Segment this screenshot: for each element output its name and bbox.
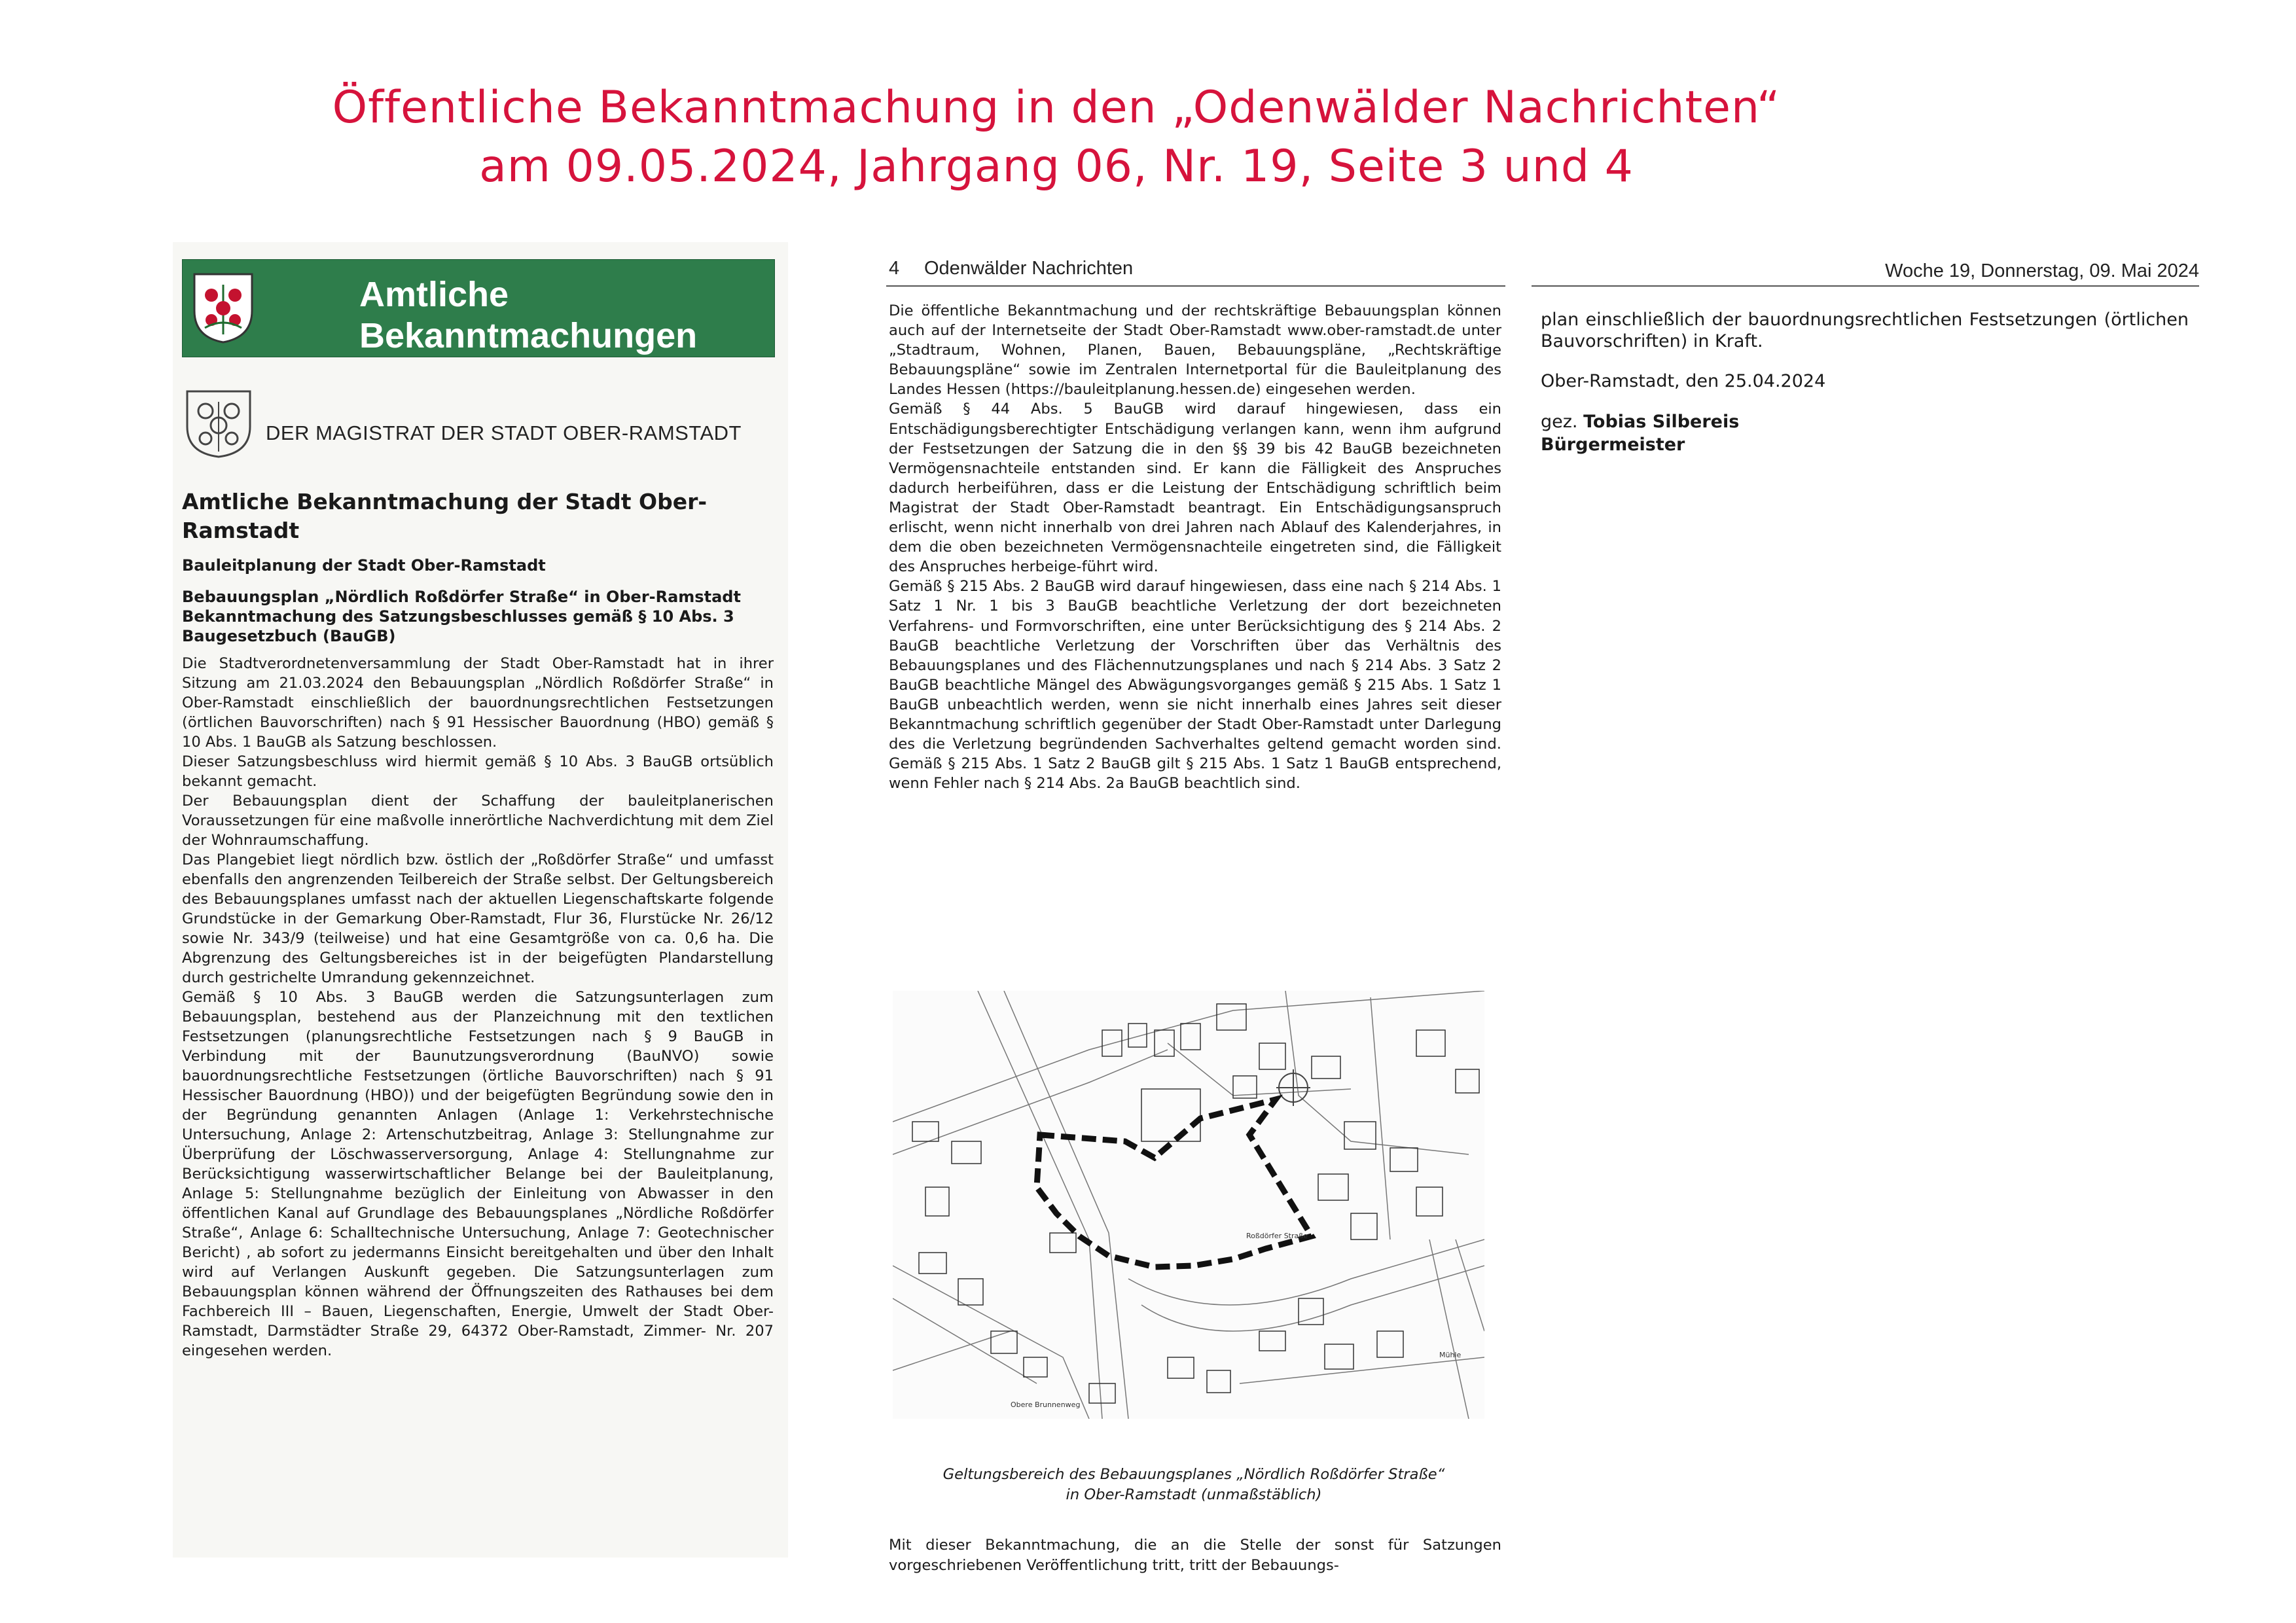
- paragraph-4: Das Plangebiet liegt nördlich bzw. östlich der „Roßdörfer Straße“ und umfasst ebenfalls den angrenzenden Teilbereich der Straße selbst. Der Geltungsbereich des Bebauungsplanes umfasst nach der aktuellen Liegenschaftskarte folgende Grundstücke in der Gemarkung Ober-Ramstadt, Flur 36, Flurstücke Nr. 26/12 sowie Nr. 343/9 (teilweise) und hat eine Gesamtgröße von ca. 0,6 ha. Die Abgrenzung des Geltungsbereiches ist in der beigefügten Plandarstellung durch gestrichelte Umrandung gekennzeichnet.: [182, 851, 774, 986]
- left-clipping: [173, 242, 788, 1558]
- document-heading-line-2: am 09.05.2024, Jahrgang 06, Nr. 19, Seite 3 und 4: [479, 141, 1634, 192]
- left-article: [182, 488, 774, 1361]
- magistrat-header: [182, 386, 774, 458]
- article-subtitle: Bauleitplanung der Stadt Ober-Ramstadt: [182, 556, 546, 575]
- paragraph-5: Gemäß § 10 Abs. 3 BauGB werden die Satzungsunterlagen zum Bebauungsplan, bestehend aus der Planzeichnung mit den textlichen Festsetzungen (planungsrechtliche Festsetzungen nach § 9 BauGB in Verbindung mit der Baunutzungsverordnung (BauNVO) sowie bauordnungsrechtliche Festsetzungen (örtliche Bauvorschriften) nach § 91 Hessischer Bauordnung (HBO)) und der beigefügten Begründung sowie den in der Begründung genannten Anlagen (Anlage 1: Verkehrstechnische Untersuchung, Anlage 2: Artenschutzbeitrag, Anlage 3: Stellungnahme zur Überprüfung der Löschwasserversorgung, Anlage 4: Stellungnahme zur Berücksichtigung wasserwirtschaftlicher Belange bei der Bauleitplanung, Anlage 5: Stellungnahme bezüglich der Einleitung von Abwasser in den öffentlichen Kanal auf Grundlage des Bebauungsplanes „Nördliche Roßdörfer Straße“, Anlage 6: Schalltechnische Untersuchung, Anlage 7: Geotechnischer Bericht) , ab sofort zu jedermanns Einsicht bereitgehalten und über den Inhalt wird auf Verlangen Auskunft gegeben. Die Satzungsunterlagen zum Bebauungsplan können während der Öffnungszeiten des Rathauses bei dem Fachbereich III – Bauen, Liegenschaften, Energie, Umwelt der Stadt Ober-Ramstadt, Darmstädter Straße 29, 64372 Ober-Ramstadt, Zimmer- Nr. 207 eingesehen werden.: [182, 989, 774, 1359]
- middle-column: [889, 301, 1501, 793]
- header-rule-left: [886, 285, 1505, 287]
- paragraph-3: Der Bebauungsplan dient der Schaffung der bauleitplanerischen Voraussetzungen für eine maßvolle innerörtliche Nachverdichtung mit dem Ziel der Wohnraumschaffung.: [182, 793, 774, 849]
- coat-of-arms-outline-icon: [182, 386, 255, 459]
- map-caption: [893, 1465, 1495, 1505]
- signer-role: [1541, 433, 2189, 456]
- paragraph-1: Die Stadtverordnetenversammlung der Stadt Ober-Ramstadt hat in ihrer Sitzung am 21.03.2024 den Bebauungsplan „Nördlich Roßdörfer Straße“ in Ober-Ramstadt einschließlich der bauordnungsrechtlichen Festsetzungen (örtlichen Bauvorschriften) nach § 91 Hessischer Bauordnung (HBO) gemäß § 10 Abs. 1 BauGB als Satzung beschlossen.: [182, 655, 774, 751]
- paragraph-44: Gemäß § 44 Abs. 5 BauGB wird darauf hingewiesen, dass ein Entschädigungsberechtigter Entschädigung verlangen kann, wenn ihm aufgrund der Festsetzungen der Satzung die in den §§ 39 bis 42 BauGB bezeichneten Vermögensnachteile entstanden sind. Er kann die Fälligkeit des Anspruches dadurch herbeiführen, dass er die Leistung der Entschädigung schriftlich beim Magistrat der Stadt Ober-Ramstadt beantragt. Ein Entschädigungsanspruch erlischt, wenn nicht innerhalb von drei Jahren nach Ablauf des Kalenderjahres, in dem die oben bezeichneten Vermögensnachteile eingetreten sind, die Fälligkeit des Anspruches herbeige-führt wird.: [889, 401, 1501, 576]
- paragraph-internet: Die öffentliche Bekanntmachung und der rechtskräftige Bebauungsplan können auch auf der Internetseite der Stadt Ober-Ramstadt www.ober-ramstadt.de unter „Stadtraum, Wohnen, Planen, Bauen, Bebauungspläne, „Rechtskräftige Bebauungspläne“ sowie im Zentralen Internetportal für die Bauleitplanung des Landes Hessen (https://bauleitplanung.hessen.de) eingesehen werden.: [889, 302, 1501, 399]
- map-caption-line-1: Geltungsbereich des Bebauungsplanes „Nördlich Roßdörfer Straße“: [942, 1466, 1445, 1483]
- article-subject: Bebauungsplan „Nördlich Roßdörfer Straße“ in Ober-Ramstadt Bekanntmachung des Satzungsbeschlusses gemäß § 10 Abs. 3 Baugesetzbuch (BauGB): [182, 588, 741, 645]
- site-plan-map: [893, 991, 1484, 1419]
- signed-prefix: gez.: [1541, 412, 1584, 432]
- signer-role-text: Bürgermeister: [1541, 435, 1685, 455]
- banner-line-2: Bekanntmachungen: [359, 316, 698, 355]
- issue-date: Woche 19, Donnerstag, 09. Mai 2024: [1885, 260, 2199, 281]
- place-and-date: Ober-Ramstadt, den 25.04.2024: [1541, 371, 1826, 391]
- document-heading-line-1: Öffentliche Bekanntmachung in den „Odenwälder Nachrichten“: [332, 82, 1781, 134]
- paragraph-after-map: Mit dieser Bekanntmachung, die an die Stelle der sonst für Satzungen vorgeschriebenen Veröffentlichung tritt, tritt der Bebauungs-: [889, 1537, 1501, 1574]
- map-label-muehle: Mühle: [1439, 1351, 1462, 1359]
- newspaper-name: Odenwälder Nachrichten: [924, 258, 1134, 279]
- map-label-weg: Obere Brunnenweg: [1011, 1400, 1081, 1409]
- signature-line: [1541, 410, 2189, 433]
- paragraph-2: Dieser Satzungsbeschluss wird hiermit gemäß § 10 Abs. 3 BauGB ortsüblich bekannt gemacht.: [182, 753, 774, 790]
- map-label-street: Roßdörfer Straße: [1246, 1232, 1308, 1240]
- banner-line-1: Amtliche: [359, 275, 509, 314]
- magistrat-title: DER MAGISTRAT DER STADT OBER-RAMSTADT: [266, 421, 742, 444]
- paragraph-in-kraft: plan einschließlich der bauordnungsrechtlichen Festsetzungen (örtlichen Bauvorschriften) in Kraft.: [1541, 310, 2189, 351]
- article-title: Amtliche Bekanntmachung der Stadt Ober-Ramstadt: [182, 489, 708, 543]
- amtliche-bekanntmachungen-banner: [182, 259, 775, 357]
- right-column: [1541, 309, 2189, 456]
- plan-boundary: [1037, 1099, 1312, 1267]
- signer-name: Tobias Silbereis: [1583, 412, 1740, 432]
- coat-of-arms-icon: [192, 272, 255, 345]
- banner-text: [359, 274, 697, 357]
- page-number: 4: [889, 258, 900, 279]
- map-caption-line-2: in Ober-Ramstadt (unmaßstäblich): [1066, 1486, 1322, 1503]
- paragraph-215: Gemäß § 215 Abs. 2 BauGB wird darauf hingewiesen, dass eine nach § 214 Abs. 1 Satz 1 Nr. 1 bis 3 BauGB beachtliche Verletzung der dort bezeichneten Verfahrens- und Formvorschriften, eine unter Berücksichtigung des § 214 Abs. 2 BauGB beachtliche Verletzung der Vorschriften über das Verhältnis des Bebauungsplanes und des Flächennutzungsplanes und nach § 214 Abs. 3 Satz 2 BauGB beachtliche Mängel des Abwägungsvorganges gemäß § 215 Abs. 1 Satz 1 BauGB unbeachtlich werden, wenn sie nicht innerhalb eines Jahres seit dieser Bekanntmachung schriftlich gegenüber der Stadt Ober-Ramstadt unter Darlegung des die Verletzung begründenden Sachverhaltes geltend gemacht worden sind. Gemäß § 215 Abs. 1 Satz 2 BauGB gilt § 215 Abs. 1 Satz 1 BauGB entsprechend, wenn Fehler nach § 214 Abs. 2a BauGB beachtlich sind.: [889, 578, 1501, 793]
- header-rule-right: [1532, 285, 2199, 287]
